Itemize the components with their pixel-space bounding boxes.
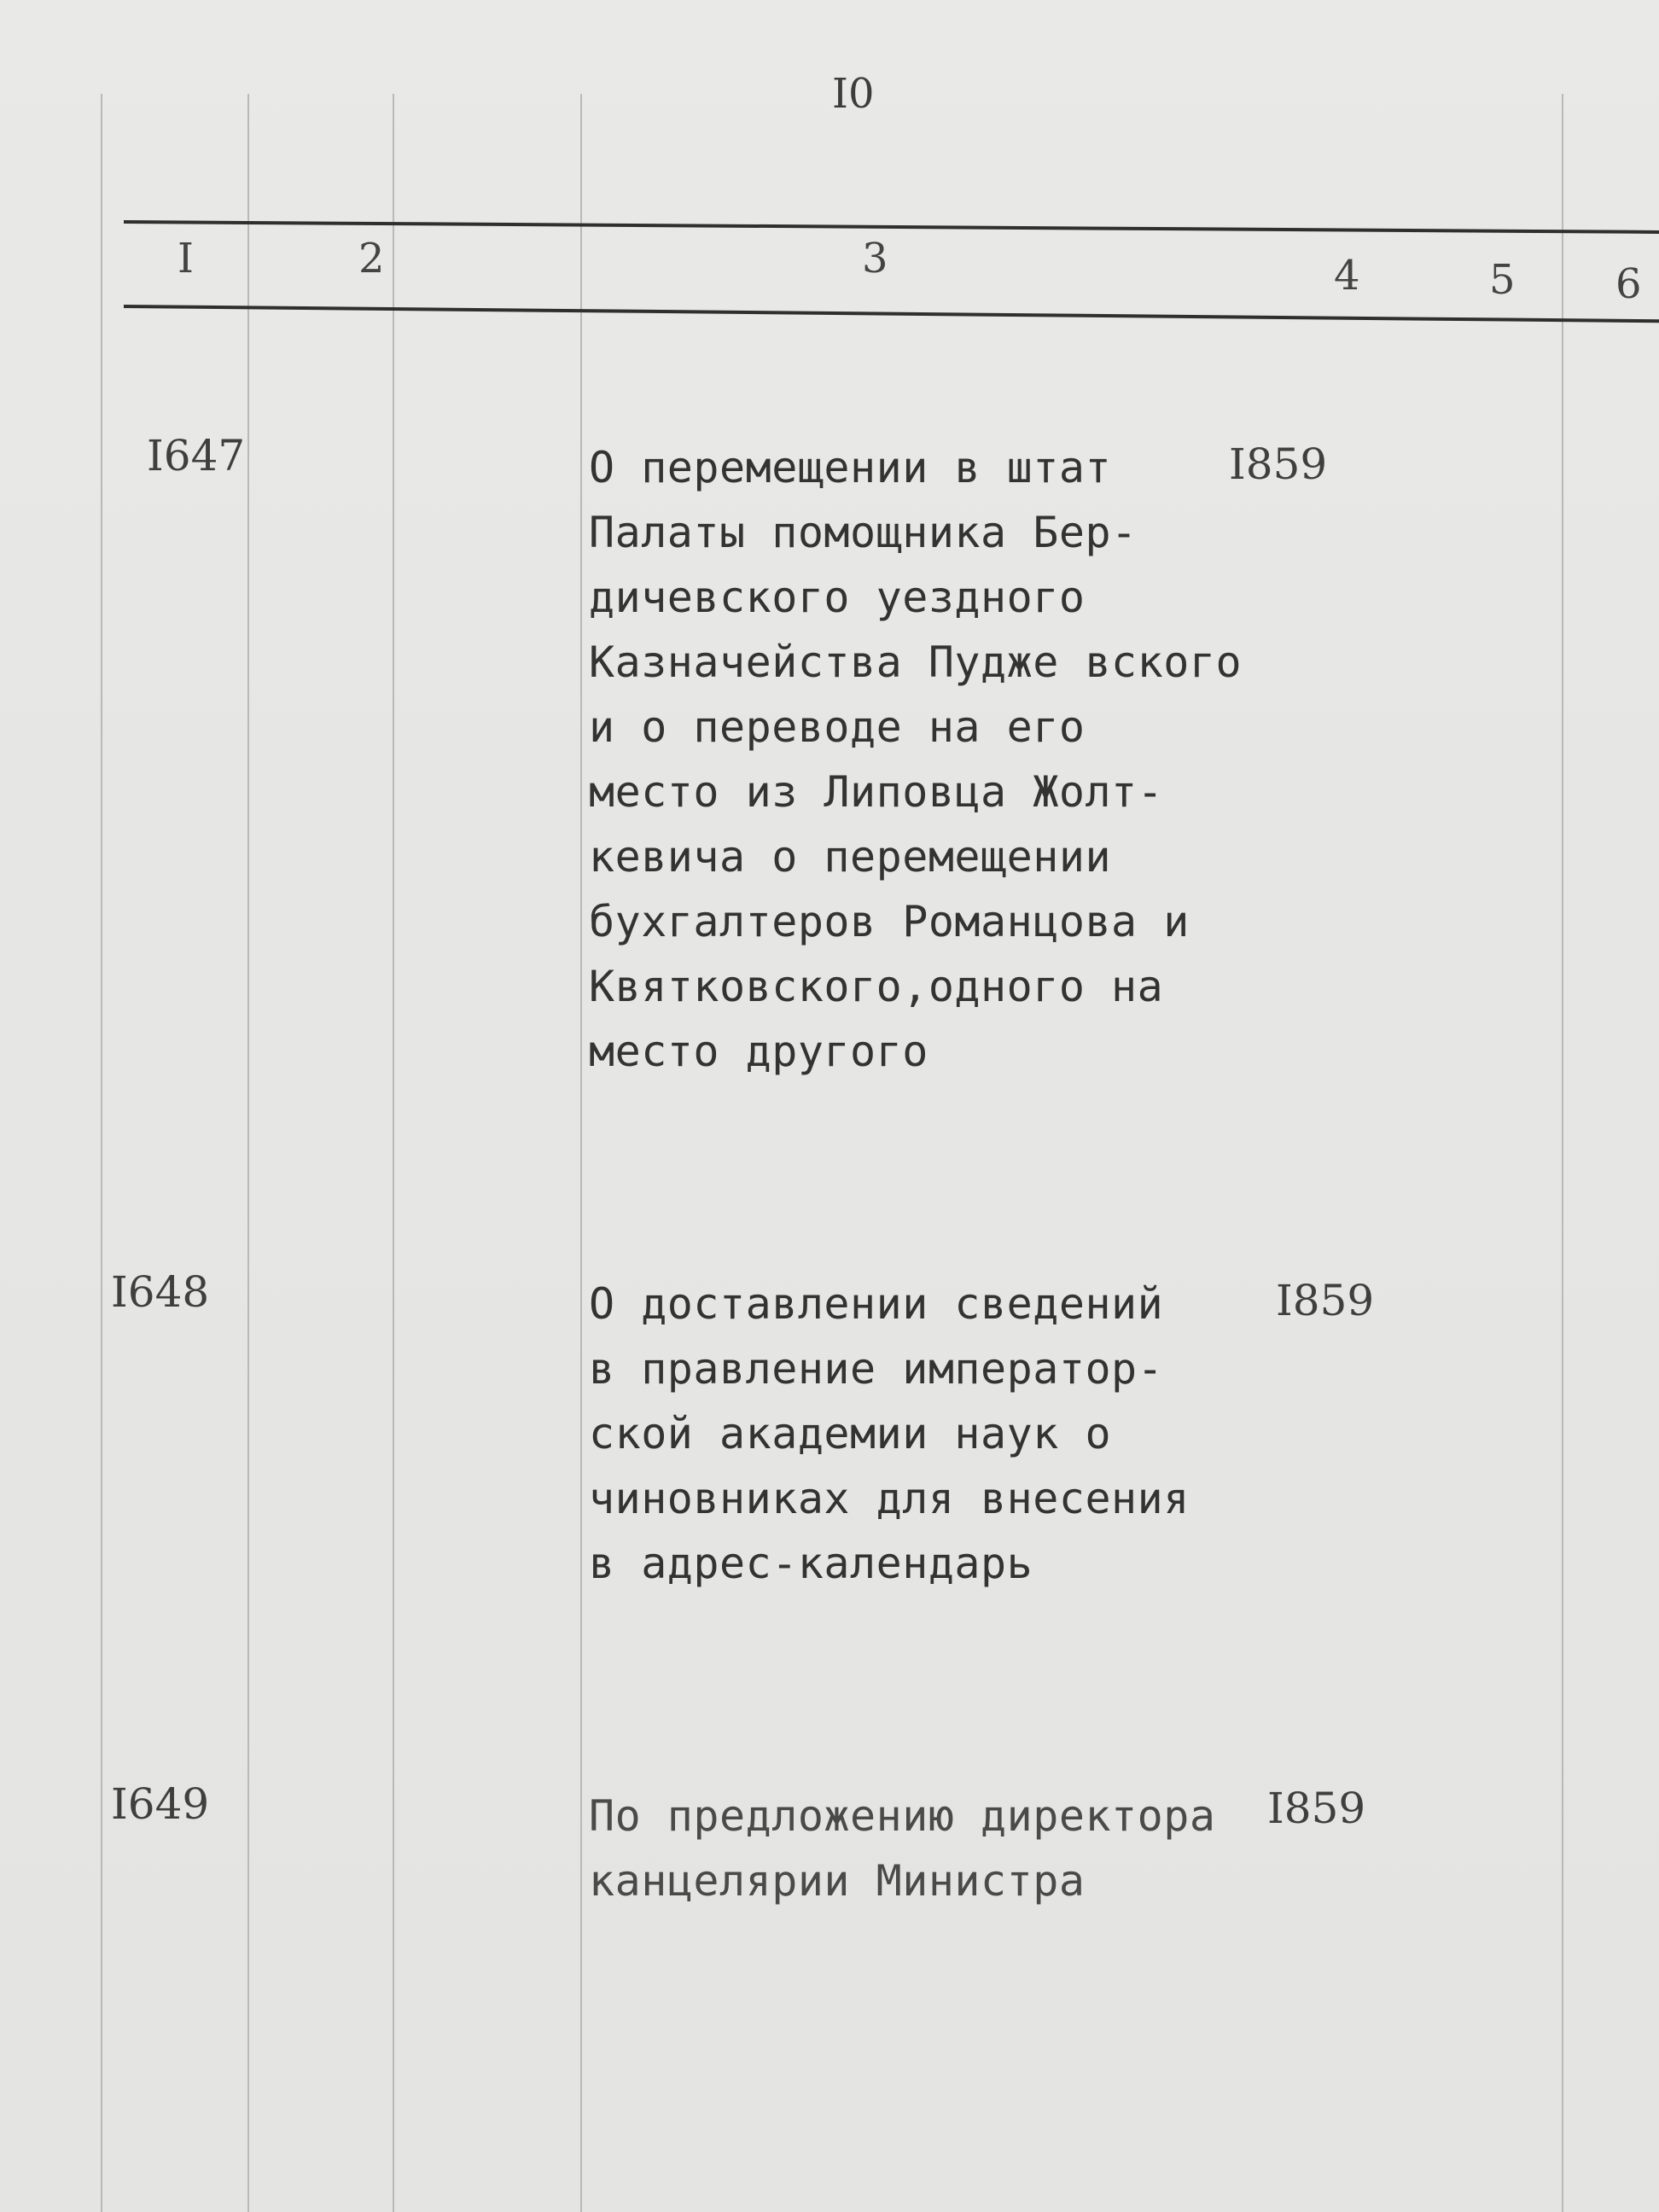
entry-line: чиновниках для внесения <box>589 1474 1190 1523</box>
entry-description <box>589 1272 1254 1596</box>
column-number-5: 5 <box>1489 256 1516 304</box>
entry-line: дичевского уездного <box>589 573 1086 622</box>
entry-line: в адрес-календарь <box>589 1539 1033 1588</box>
header-top-rule <box>124 220 1659 234</box>
column-number-3: 3 <box>862 235 888 282</box>
entry-year: I859 <box>1229 439 1328 489</box>
entry-line: кевича о перемещении <box>589 832 1112 882</box>
entry-number: I648 <box>111 1267 210 1317</box>
entry-line: место из Липовца Жолт- <box>589 767 1164 817</box>
column-divider <box>393 94 394 2212</box>
entry-line: О доставлении сведений <box>589 1279 1164 1329</box>
column-divider <box>1562 94 1563 2212</box>
entry-line: канцелярии Министра <box>589 1856 1086 1906</box>
column-divider <box>247 94 249 2212</box>
entry-line: Казначейства Пудже вского <box>589 637 1243 687</box>
column-number-1: I <box>178 235 194 282</box>
entry-line: и о переводе на его <box>589 702 1086 752</box>
entry-number: I649 <box>111 1779 210 1829</box>
entry-number: I647 <box>147 431 246 480</box>
bleed-through-mark: ​ <box>1057 171 1059 199</box>
entry-description <box>589 1784 1254 1913</box>
column-divider <box>101 94 102 2212</box>
entry-year: I859 <box>1267 1784 1366 1833</box>
column-number-2: 2 <box>358 235 385 282</box>
header-bottom-rule <box>124 305 1659 323</box>
entry-line: бухгалтеров Романцова и <box>589 897 1190 946</box>
entry-line: в правление император- <box>589 1344 1164 1394</box>
column-number-6: 6 <box>1615 260 1642 308</box>
page-number: I0 <box>832 70 875 118</box>
entry-line: По предложению директора <box>589 1791 1216 1841</box>
column-number-4: 4 <box>1334 252 1360 300</box>
entry-description <box>589 435 1254 1084</box>
entry-line: Квятковского,одного на <box>589 962 1164 1011</box>
entry-line: Палаты помощника Бер- <box>589 508 1138 557</box>
entry-line: место другого <box>589 1027 928 1076</box>
entry-year: I859 <box>1276 1276 1375 1325</box>
entry-line: ской академии наук о <box>589 1409 1112 1458</box>
entry-line: О перемещении в штат <box>589 443 1112 492</box>
column-divider <box>580 94 582 2212</box>
